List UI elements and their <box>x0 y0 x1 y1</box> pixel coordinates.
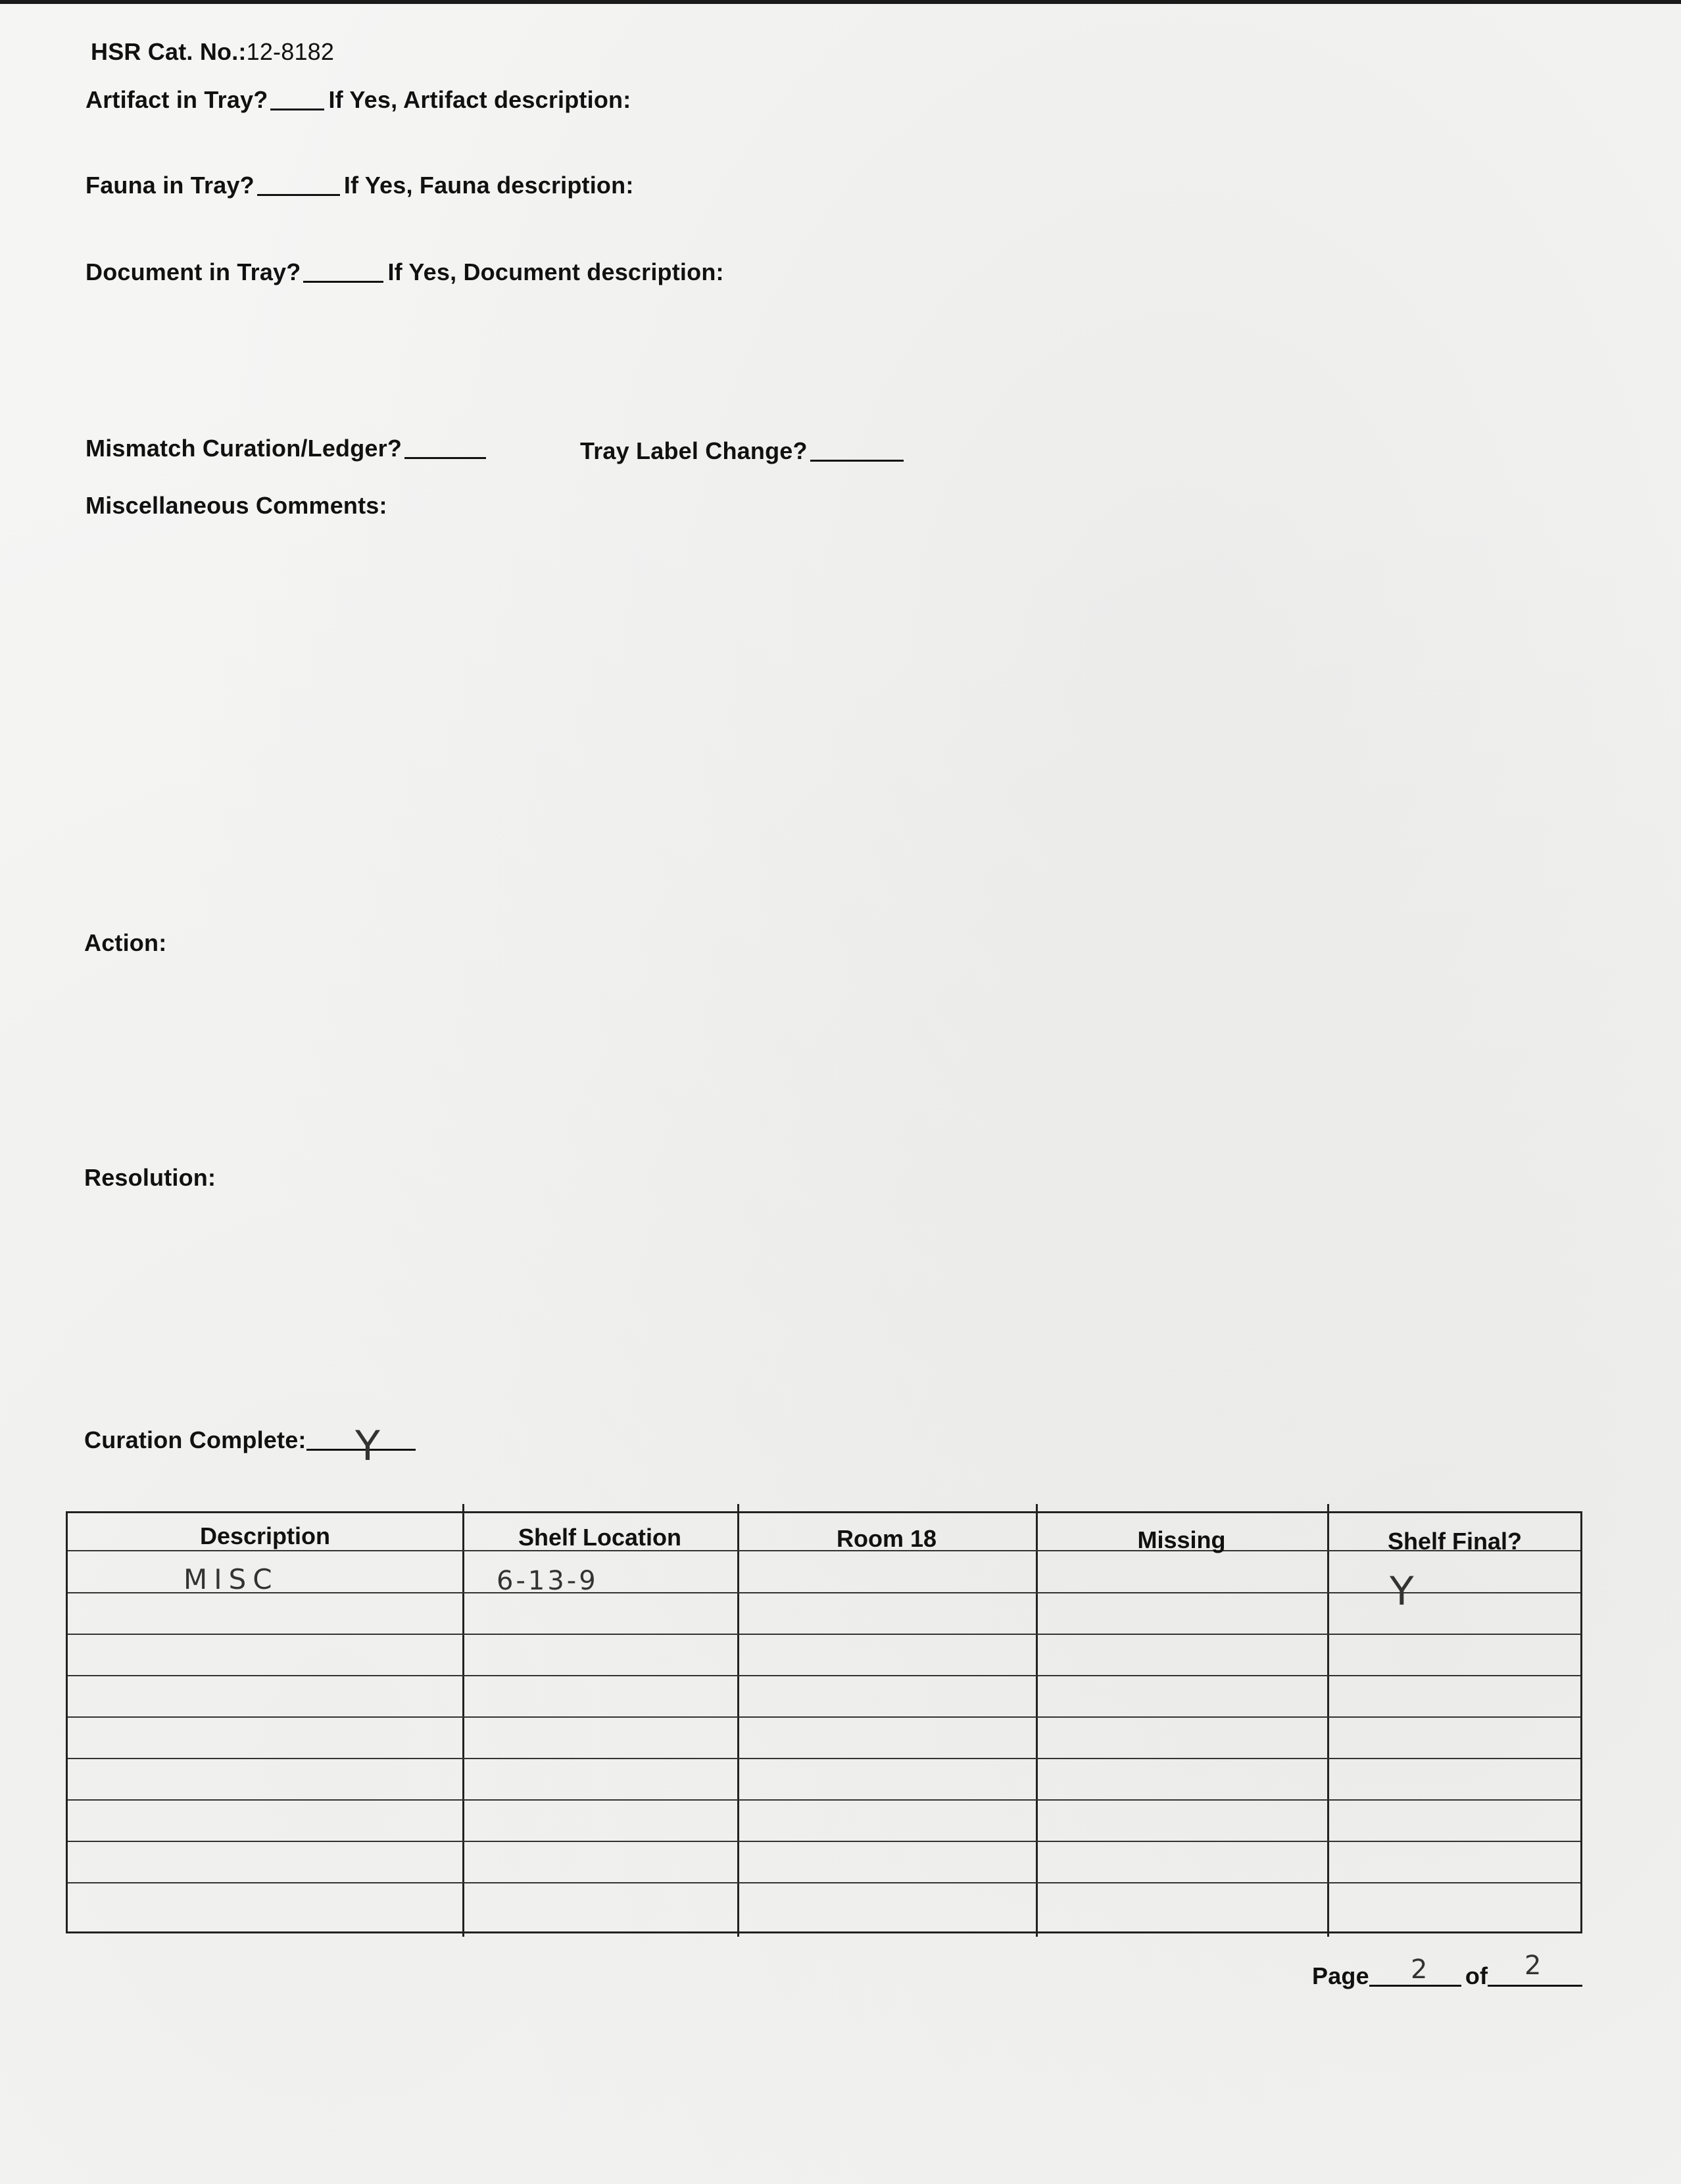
column-divider <box>1327 1504 1329 1937</box>
catalog-number-label: HSR Cat. No.: <box>91 38 247 65</box>
page-number-handwritten: 2 <box>1411 1954 1428 1985</box>
curation-complete-label: Curation Complete: <box>84 1426 306 1453</box>
document-row <box>85 258 724 286</box>
column-divider <box>737 1504 739 1937</box>
catalog-number-value: 12-8182 <box>246 38 335 65</box>
page-label: Page <box>1312 1962 1369 1989</box>
resolution-label: Resolution: <box>84 1164 216 1191</box>
document-description-label: If Yes, Document description: <box>387 258 724 285</box>
header-missing: Missing <box>1137 1526 1226 1553</box>
inventory-table <box>66 1511 1582 1933</box>
page-counter <box>1312 1962 1586 1990</box>
artifact-row <box>85 86 631 114</box>
fauna-answer-blank[interactable] <box>257 174 340 196</box>
row-line <box>68 1592 1580 1593</box>
tray-label-change-row <box>580 437 908 465</box>
row-line <box>68 1634 1580 1635</box>
header-shelf-location: Shelf Location <box>518 1524 681 1551</box>
fauna-description-label: If Yes, Fauna description: <box>343 172 634 199</box>
misc-comments-label: Miscellaneous Comments: <box>85 492 387 519</box>
catalog-number <box>91 38 334 66</box>
artifact-label: Artifact in Tray? <box>85 86 268 113</box>
of-label: of <box>1465 1962 1488 1989</box>
document-label: Document in Tray? <box>85 258 301 285</box>
tray-label-change-answer-blank[interactable] <box>810 440 904 462</box>
mismatch-label: Mismatch Curation/Ledger? <box>85 435 402 462</box>
table-row-shelf-final-value: Y <box>1390 1568 1414 1614</box>
table-row-shelf-location-value: 6-13-9 <box>497 1566 598 1596</box>
scan-top-edge <box>0 0 1681 4</box>
document-answer-blank[interactable] <box>303 261 383 283</box>
table-row-description-value: MISC <box>183 1563 279 1595</box>
header-room-18: Room 18 <box>836 1525 937 1552</box>
row-line <box>68 1841 1580 1842</box>
action-label: Action: <box>84 929 167 956</box>
header-shelf-final: Shelf Final? <box>1387 1528 1522 1555</box>
column-divider <box>1036 1504 1038 1937</box>
mismatch-row <box>85 435 490 462</box>
header-description: Description <box>199 1522 331 1549</box>
mismatch-answer-blank[interactable] <box>404 437 486 459</box>
row-line <box>68 1716 1580 1718</box>
row-line <box>68 1675 1580 1676</box>
fauna-row <box>85 172 634 199</box>
curation-complete-handwritten: Y <box>355 1422 380 1470</box>
row-line <box>68 1882 1580 1883</box>
artifact-description-label: If Yes, Artifact description: <box>328 86 631 113</box>
column-divider <box>462 1504 464 1937</box>
fauna-label: Fauna in Tray? <box>85 172 255 199</box>
page-total-handwritten: 2 <box>1524 1951 1542 1981</box>
tray-label-change-label: Tray Label Change? <box>580 437 808 464</box>
artifact-answer-blank[interactable] <box>270 89 324 110</box>
row-line <box>68 1758 1580 1759</box>
row-line <box>68 1799 1580 1801</box>
